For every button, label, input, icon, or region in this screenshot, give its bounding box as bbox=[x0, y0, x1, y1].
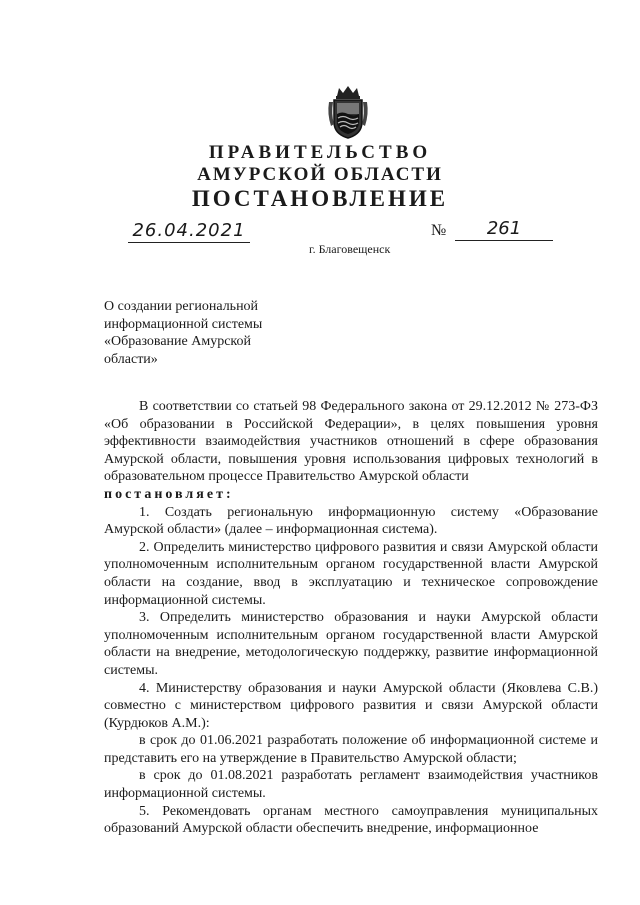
list-item: в срок до 01.08.2021 разработать регламент взаимодействия участников информационной системы. bbox=[104, 768, 598, 802]
document-subject: О создании региональной информационной системы «Образование Амурской области» bbox=[104, 299, 263, 367]
resolves-label: постановляет: bbox=[104, 486, 234, 502]
list-item: 5. Рекомендовать органам местного самоуправления муниципальных образований Амурской области обеспечить внедрение, информационное bbox=[104, 803, 598, 837]
intro-paragraph: В соответствии со статьей 98 Федерального закона от 29.12.2012 № 273-ФЗ «Об образовании в Российской Федерации», в целях повышения уровня эффективности взаимодействия участников отношений в сфере образования Амурской области, повышения уровня использования цифровых технологий в образовательном процессе Правительство Амурской области bbox=[104, 399, 598, 485]
city-label: г. Благовещенск bbox=[309, 242, 391, 256]
amur-region-coat-of-arms bbox=[325, 84, 371, 140]
list-item: 4. Министерству образования и науки Амурской области (Яковлева С.В.) совместно с министерством цифрового развития и связи Амурской области (Курдюков А.М.): bbox=[104, 680, 598, 731]
list-item: 3. Определить министерство образования и науки Амурской области уполномоченным исполнительным органом государственной власти Амурской области на внедрение, методологическую поддержку, развитие информационной системы. bbox=[104, 610, 598, 678]
document-date: 26.04.2021 bbox=[128, 220, 250, 243]
list-item: 1. Создать региональную информационную систему «Образование Амурской области» (далее – информационная система). bbox=[104, 504, 598, 538]
list-item: 2. Определить министерство цифрового развития и связи Амурской области уполномоченным исполнительным органом государственной власти Амурской области на создание, ввод в эксплуатацию и техническое сопровождение информационной системы. bbox=[104, 539, 598, 608]
document-type-heading: ПОСТАНОВЛЕНИЕ bbox=[191, 186, 449, 211]
government-heading: ПРАВИТЕЛЬСТВО bbox=[208, 142, 432, 163]
document-number: 261 bbox=[455, 218, 553, 241]
region-heading: АМУРСКОЙ ОБЛАСТИ bbox=[197, 164, 443, 185]
number-sign: № bbox=[431, 222, 447, 239]
document-body bbox=[104, 398, 598, 838]
list-item: в срок до 01.06.2021 разработать положение об информационной системе и представить его на утверждение в Правительство Амурской области; bbox=[104, 733, 598, 766]
